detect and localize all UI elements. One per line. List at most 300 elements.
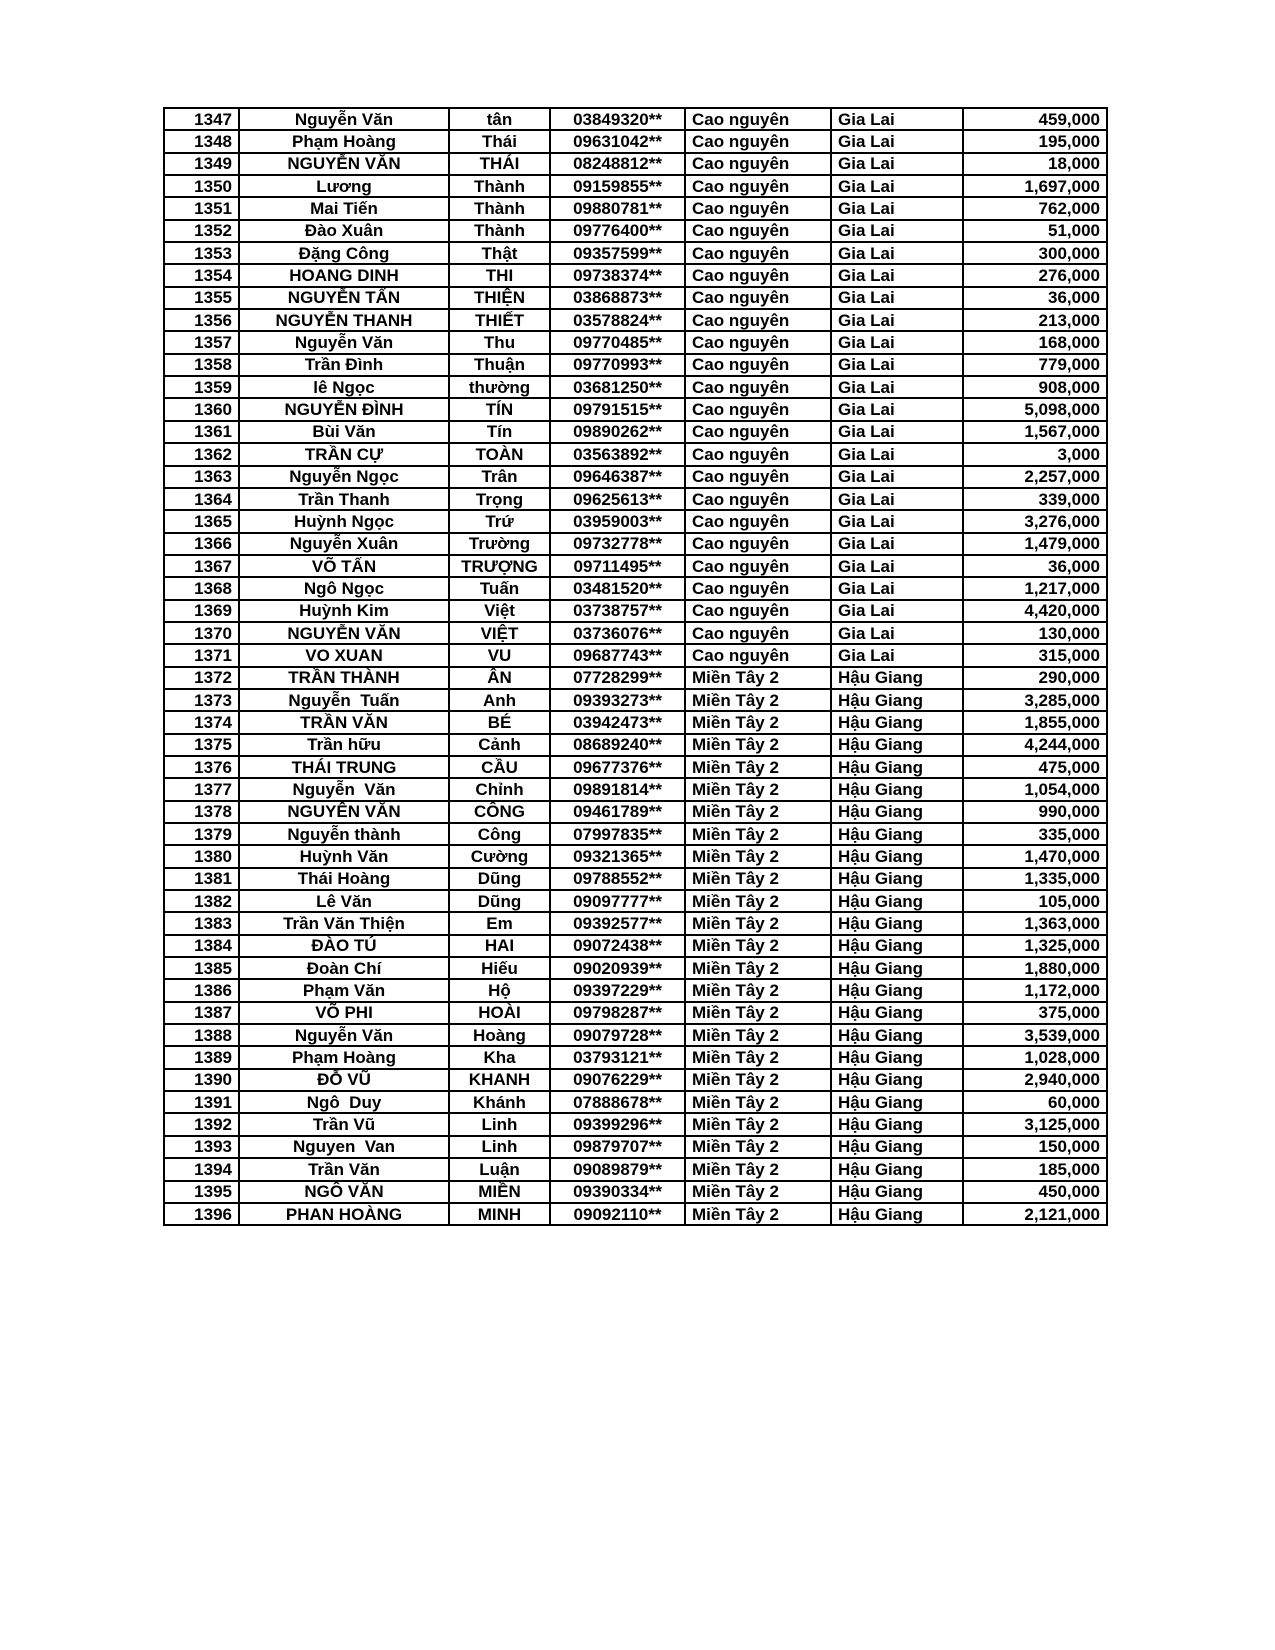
surname-cell: Đặng Công [239, 242, 449, 264]
province-cell: Hậu Giang [831, 823, 963, 845]
table-row [164, 756, 1107, 778]
surname-cell: Nguyễn Văn [239, 1024, 449, 1046]
row-number-cell: 1392 [164, 1113, 239, 1135]
surname-cell: Huỳnh Kim [239, 600, 449, 622]
province-cell: Hậu Giang [831, 1091, 963, 1113]
region-cell: Cao nguyên [685, 376, 831, 398]
given-name-cell: Trọng [449, 488, 550, 510]
region-cell: Cao nguyên [685, 331, 831, 353]
table-row [164, 1158, 1107, 1180]
region-cell: Miền Tây 2 [685, 1181, 831, 1203]
amount-cell: 315,000 [963, 644, 1107, 666]
phone-cell: 09770485** [550, 331, 685, 353]
given-name-cell: Công [449, 823, 550, 845]
amount-cell: 5,098,000 [963, 398, 1107, 420]
row-number-cell: 1347 [164, 108, 239, 130]
phone-cell: 08248812** [550, 153, 685, 175]
surname-cell: TRẦN THÀNH [239, 667, 449, 689]
given-name-cell: thường [449, 376, 550, 398]
phone-cell: 03736076** [550, 622, 685, 644]
given-name-cell: Khánh [449, 1091, 550, 1113]
province-cell: Hậu Giang [831, 756, 963, 778]
region-cell: Miền Tây 2 [685, 845, 831, 867]
table-row [164, 622, 1107, 644]
surname-cell: TRẦN CỰ [239, 443, 449, 465]
amount-cell: 779,000 [963, 354, 1107, 376]
given-name-cell: Dũng [449, 890, 550, 912]
row-number-cell: 1377 [164, 778, 239, 800]
given-name-cell: Chỉnh [449, 778, 550, 800]
row-number-cell: 1370 [164, 622, 239, 644]
region-cell: Miền Tây 2 [685, 935, 831, 957]
given-name-cell: Thật [449, 242, 550, 264]
phone-cell: 07728299** [550, 667, 685, 689]
phone-cell: 09092110** [550, 1203, 685, 1225]
member-amount-table [163, 107, 1108, 1226]
row-number-cell: 1364 [164, 488, 239, 510]
surname-cell: Trần Đình [239, 354, 449, 376]
row-number-cell: 1374 [164, 711, 239, 733]
region-cell: Miền Tây 2 [685, 868, 831, 890]
row-number-cell: 1361 [164, 421, 239, 443]
phone-cell: 09732778** [550, 533, 685, 555]
given-name-cell: Việt [449, 600, 550, 622]
row-number-cell: 1360 [164, 398, 239, 420]
region-cell: Cao nguyên [685, 197, 831, 219]
phone-cell: 09770993** [550, 354, 685, 376]
region-cell: Miền Tây 2 [685, 890, 831, 912]
region-cell: Cao nguyên [685, 287, 831, 309]
region-cell: Cao nguyên [685, 577, 831, 599]
phone-cell: 07997835** [550, 823, 685, 845]
given-name-cell: Hiếu [449, 957, 550, 979]
surname-cell: Trần Thanh [239, 488, 449, 510]
given-name-cell: VU [449, 644, 550, 666]
surname-cell: Huỳnh Ngọc [239, 510, 449, 532]
given-name-cell: Luận [449, 1158, 550, 1180]
table-row [164, 354, 1107, 376]
amount-cell: 60,000 [963, 1091, 1107, 1113]
phone-cell: 03563892** [550, 443, 685, 465]
surname-cell: Nguyen Van [239, 1136, 449, 1158]
region-cell: Miền Tây 2 [685, 1091, 831, 1113]
region-cell: Miền Tây 2 [685, 1024, 831, 1046]
table-row [164, 108, 1107, 130]
table-row [164, 331, 1107, 353]
row-number-cell: 1388 [164, 1024, 239, 1046]
phone-cell: 09890262** [550, 421, 685, 443]
given-name-cell: MIỀN [449, 1181, 550, 1203]
amount-cell: 3,276,000 [963, 510, 1107, 532]
row-number-cell: 1369 [164, 600, 239, 622]
region-cell: Cao nguyên [685, 510, 831, 532]
given-name-cell: Cường [449, 845, 550, 867]
given-name-cell: HOÀI [449, 1002, 550, 1024]
surname-cell: THÁI TRUNG [239, 756, 449, 778]
surname-cell: Phạm Văn [239, 979, 449, 1001]
surname-cell: Trần hữu [239, 734, 449, 756]
phone-cell: 09020939** [550, 957, 685, 979]
region-cell: Cao nguyên [685, 309, 831, 331]
province-cell: Hậu Giang [831, 1181, 963, 1203]
table-row [164, 443, 1107, 465]
table-row [164, 130, 1107, 152]
surname-cell: Ngô Duy [239, 1091, 449, 1113]
region-cell: Miền Tây 2 [685, 1002, 831, 1024]
row-number-cell: 1348 [164, 130, 239, 152]
region-cell: Cao nguyên [685, 264, 831, 286]
province-cell: Hậu Giang [831, 1158, 963, 1180]
amount-cell: 3,285,000 [963, 689, 1107, 711]
given-name-cell: THIẾT [449, 309, 550, 331]
amount-cell: 459,000 [963, 108, 1107, 130]
phone-cell: 09738374** [550, 264, 685, 286]
surname-cell: ĐÀO TÚ [239, 935, 449, 957]
given-name-cell: Anh [449, 689, 550, 711]
amount-cell: 3,125,000 [963, 1113, 1107, 1135]
row-number-cell: 1365 [164, 510, 239, 532]
amount-cell: 1,172,000 [963, 979, 1107, 1001]
province-cell: Hậu Giang [831, 1203, 963, 1225]
surname-cell: Phạm Hoàng [239, 130, 449, 152]
amount-cell: 1,054,000 [963, 778, 1107, 800]
region-cell: Cao nguyên [685, 488, 831, 510]
phone-cell: 09072438** [550, 935, 685, 957]
province-cell: Hậu Giang [831, 912, 963, 934]
row-number-cell: 1383 [164, 912, 239, 934]
amount-cell: 1,697,000 [963, 175, 1107, 197]
amount-cell: 195,000 [963, 130, 1107, 152]
province-cell: Gia Lai [831, 488, 963, 510]
province-cell: Hậu Giang [831, 1069, 963, 1091]
province-cell: Hậu Giang [831, 1024, 963, 1046]
amount-cell: 213,000 [963, 309, 1107, 331]
member-amount-table-body [164, 108, 1107, 1225]
amount-cell: 3,539,000 [963, 1024, 1107, 1046]
table-row [164, 510, 1107, 532]
given-name-cell: ÂN [449, 667, 550, 689]
amount-cell: 4,420,000 [963, 600, 1107, 622]
phone-cell: 03793121** [550, 1046, 685, 1068]
row-number-cell: 1367 [164, 555, 239, 577]
row-number-cell: 1393 [164, 1136, 239, 1158]
province-cell: Gia Lai [831, 264, 963, 286]
table-row [164, 1024, 1107, 1046]
surname-cell: VÕ PHI [239, 1002, 449, 1024]
table-row [164, 398, 1107, 420]
amount-cell: 908,000 [963, 376, 1107, 398]
row-number-cell: 1390 [164, 1069, 239, 1091]
region-cell: Cao nguyên [685, 421, 831, 443]
surname-cell: Lương [239, 175, 449, 197]
province-cell: Gia Lai [831, 309, 963, 331]
table-row [164, 376, 1107, 398]
row-number-cell: 1386 [164, 979, 239, 1001]
row-number-cell: 1366 [164, 533, 239, 555]
amount-cell: 1,325,000 [963, 935, 1107, 957]
given-name-cell: HAI [449, 935, 550, 957]
amount-cell: 105,000 [963, 890, 1107, 912]
surname-cell: Nguyễn Ngọc [239, 466, 449, 488]
surname-cell: Huỳnh Văn [239, 845, 449, 867]
table-row [164, 1136, 1107, 1158]
phone-cell: 09079728** [550, 1024, 685, 1046]
given-name-cell: CẦU [449, 756, 550, 778]
phone-cell: 09880781** [550, 197, 685, 219]
amount-cell: 1,335,000 [963, 868, 1107, 890]
row-number-cell: 1382 [164, 890, 239, 912]
province-cell: Hậu Giang [831, 868, 963, 890]
given-name-cell: TRƯỢNG [449, 555, 550, 577]
phone-cell: 09798287** [550, 1002, 685, 1024]
table-sheet [163, 107, 1108, 1226]
amount-cell: 375,000 [963, 1002, 1107, 1024]
phone-cell: 03481520** [550, 577, 685, 599]
row-number-cell: 1350 [164, 175, 239, 197]
row-number-cell: 1396 [164, 1203, 239, 1225]
province-cell: Gia Lai [831, 443, 963, 465]
given-name-cell: KHANH [449, 1069, 550, 1091]
region-cell: Cao nguyên [685, 466, 831, 488]
amount-cell: 2,121,000 [963, 1203, 1107, 1225]
table-row [164, 667, 1107, 689]
surname-cell: HOANG DINH [239, 264, 449, 286]
region-cell: Cao nguyên [685, 533, 831, 555]
region-cell: Cao nguyên [685, 130, 831, 152]
phone-cell: 09399296** [550, 1113, 685, 1135]
table-row [164, 287, 1107, 309]
province-cell: Hậu Giang [831, 957, 963, 979]
amount-cell: 339,000 [963, 488, 1107, 510]
row-number-cell: 1368 [164, 577, 239, 599]
amount-cell: 300,000 [963, 242, 1107, 264]
row-number-cell: 1353 [164, 242, 239, 264]
table-row [164, 845, 1107, 867]
table-row [164, 890, 1107, 912]
table-row [164, 644, 1107, 666]
row-number-cell: 1371 [164, 644, 239, 666]
province-cell: Hậu Giang [831, 890, 963, 912]
province-cell: Hậu Giang [831, 1002, 963, 1024]
province-cell: Gia Lai [831, 175, 963, 197]
phone-cell: 09788552** [550, 868, 685, 890]
amount-cell: 1,880,000 [963, 957, 1107, 979]
phone-cell: 09321365** [550, 845, 685, 867]
region-cell: Cao nguyên [685, 242, 831, 264]
table-row [164, 197, 1107, 219]
province-cell: Hậu Giang [831, 979, 963, 1001]
given-name-cell: Cảnh [449, 734, 550, 756]
amount-cell: 168,000 [963, 331, 1107, 353]
amount-cell: 1,217,000 [963, 577, 1107, 599]
province-cell: Gia Lai [831, 421, 963, 443]
region-cell: Miền Tây 2 [685, 1203, 831, 1225]
province-cell: Hậu Giang [831, 667, 963, 689]
given-name-cell: Hộ [449, 979, 550, 1001]
surname-cell: Phạm Hoàng [239, 1046, 449, 1068]
phone-cell: 03681250** [550, 376, 685, 398]
table-row [164, 1069, 1107, 1091]
table-row [164, 533, 1107, 555]
province-cell: Gia Lai [831, 108, 963, 130]
region-cell: Cao nguyên [685, 398, 831, 420]
region-cell: Miền Tây 2 [685, 734, 831, 756]
row-number-cell: 1373 [164, 689, 239, 711]
phone-cell: 09393273** [550, 689, 685, 711]
surname-cell: NGUYỄN THANH [239, 309, 449, 331]
phone-cell: 09461789** [550, 801, 685, 823]
table-row [164, 488, 1107, 510]
province-cell: Gia Lai [831, 220, 963, 242]
surname-cell: TRẦN VĂN [239, 711, 449, 733]
region-cell: Miền Tây 2 [685, 823, 831, 845]
amount-cell: 335,000 [963, 823, 1107, 845]
given-name-cell: Kha [449, 1046, 550, 1068]
given-name-cell: tân [449, 108, 550, 130]
province-cell: Gia Lai [831, 600, 963, 622]
province-cell: Hậu Giang [831, 1136, 963, 1158]
given-name-cell: TOÀN [449, 443, 550, 465]
table-row [164, 912, 1107, 934]
amount-cell: 1,470,000 [963, 845, 1107, 867]
given-name-cell: Hoàng [449, 1024, 550, 1046]
row-number-cell: 1359 [164, 376, 239, 398]
given-name-cell: Thành [449, 175, 550, 197]
table-row [164, 734, 1107, 756]
amount-cell: 2,257,000 [963, 466, 1107, 488]
given-name-cell: THI [449, 264, 550, 286]
table-row [164, 1181, 1107, 1203]
amount-cell: 3,000 [963, 443, 1107, 465]
phone-cell: 09097777** [550, 890, 685, 912]
province-cell: Gia Lai [831, 622, 963, 644]
region-cell: Cao nguyên [685, 354, 831, 376]
given-name-cell: BÉ [449, 711, 550, 733]
phone-cell: 09089879** [550, 1158, 685, 1180]
table-row [164, 1002, 1107, 1024]
table-row [164, 555, 1107, 577]
amount-cell: 130,000 [963, 622, 1107, 644]
phone-cell: 03849320** [550, 108, 685, 130]
amount-cell: 4,244,000 [963, 734, 1107, 756]
province-cell: Hậu Giang [831, 845, 963, 867]
given-name-cell: TÍN [449, 398, 550, 420]
table-row [164, 689, 1107, 711]
row-number-cell: 1384 [164, 935, 239, 957]
row-number-cell: 1385 [164, 957, 239, 979]
given-name-cell: Em [449, 912, 550, 934]
phone-cell: 09625613** [550, 488, 685, 510]
province-cell: Gia Lai [831, 197, 963, 219]
surname-cell: Trần Văn [239, 1158, 449, 1180]
amount-cell: 475,000 [963, 756, 1107, 778]
phone-cell: 09631042** [550, 130, 685, 152]
given-name-cell: Trường [449, 533, 550, 555]
province-cell: Hậu Giang [831, 1113, 963, 1135]
phone-cell: 03959003** [550, 510, 685, 532]
phone-cell: 09392577** [550, 912, 685, 934]
surname-cell: Lê Văn [239, 890, 449, 912]
province-cell: Gia Lai [831, 398, 963, 420]
row-number-cell: 1356 [164, 309, 239, 331]
region-cell: Miền Tây 2 [685, 778, 831, 800]
surname-cell: NGUYỄN ĐÌNH [239, 398, 449, 420]
province-cell: Gia Lai [831, 510, 963, 532]
table-row [164, 242, 1107, 264]
row-number-cell: 1351 [164, 197, 239, 219]
region-cell: Cao nguyên [685, 153, 831, 175]
row-number-cell: 1375 [164, 734, 239, 756]
given-name-cell: Trứ [449, 510, 550, 532]
row-number-cell: 1357 [164, 331, 239, 353]
phone-cell: 09879707** [550, 1136, 685, 1158]
table-row [164, 577, 1107, 599]
amount-cell: 762,000 [963, 197, 1107, 219]
province-cell: Gia Lai [831, 577, 963, 599]
surname-cell: PHAN HOÀNG [239, 1203, 449, 1225]
region-cell: Cao nguyên [685, 175, 831, 197]
given-name-cell: Linh [449, 1113, 550, 1135]
row-number-cell: 1395 [164, 1181, 239, 1203]
phone-cell: 03942473** [550, 711, 685, 733]
surname-cell: Nguyễn Văn [239, 108, 449, 130]
given-name-cell: Trân [449, 466, 550, 488]
phone-cell: 09390334** [550, 1181, 685, 1203]
table-row [164, 175, 1107, 197]
region-cell: Miền Tây 2 [685, 912, 831, 934]
region-cell: Miền Tây 2 [685, 1136, 831, 1158]
row-number-cell: 1362 [164, 443, 239, 465]
region-cell: Miền Tây 2 [685, 1113, 831, 1135]
region-cell: Cao nguyên [685, 108, 831, 130]
region-cell: Cao nguyên [685, 600, 831, 622]
given-name-cell: MINH [449, 1203, 550, 1225]
phone-cell: 09677376** [550, 756, 685, 778]
surname-cell: Bùi Văn [239, 421, 449, 443]
province-cell: Gia Lai [831, 287, 963, 309]
province-cell: Gia Lai [831, 644, 963, 666]
surname-cell: Trần Vũ [239, 1113, 449, 1135]
given-name-cell: Thành [449, 220, 550, 242]
row-number-cell: 1391 [164, 1091, 239, 1113]
surname-cell: Nguyễn Văn [239, 778, 449, 800]
province-cell: Hậu Giang [831, 1046, 963, 1068]
amount-cell: 1,567,000 [963, 421, 1107, 443]
given-name-cell: Dũng [449, 868, 550, 890]
province-cell: Hậu Giang [831, 778, 963, 800]
province-cell: Hậu Giang [831, 801, 963, 823]
phone-cell: 09646387** [550, 466, 685, 488]
amount-cell: 36,000 [963, 555, 1107, 577]
surname-cell: Mai Tiến [239, 197, 449, 219]
amount-cell: 1,479,000 [963, 533, 1107, 555]
row-number-cell: 1378 [164, 801, 239, 823]
province-cell: Gia Lai [831, 130, 963, 152]
table-row [164, 935, 1107, 957]
table-row [164, 979, 1107, 1001]
table-row [164, 153, 1107, 175]
amount-cell: 990,000 [963, 801, 1107, 823]
amount-cell: 2,940,000 [963, 1069, 1107, 1091]
phone-cell: 09776400** [550, 220, 685, 242]
region-cell: Cao nguyên [685, 622, 831, 644]
province-cell: Gia Lai [831, 242, 963, 264]
surname-cell: NGUYỄN VĂN [239, 153, 449, 175]
row-number-cell: 1352 [164, 220, 239, 242]
province-cell: Gia Lai [831, 533, 963, 555]
table-row [164, 309, 1107, 331]
province-cell: Gia Lai [831, 331, 963, 353]
